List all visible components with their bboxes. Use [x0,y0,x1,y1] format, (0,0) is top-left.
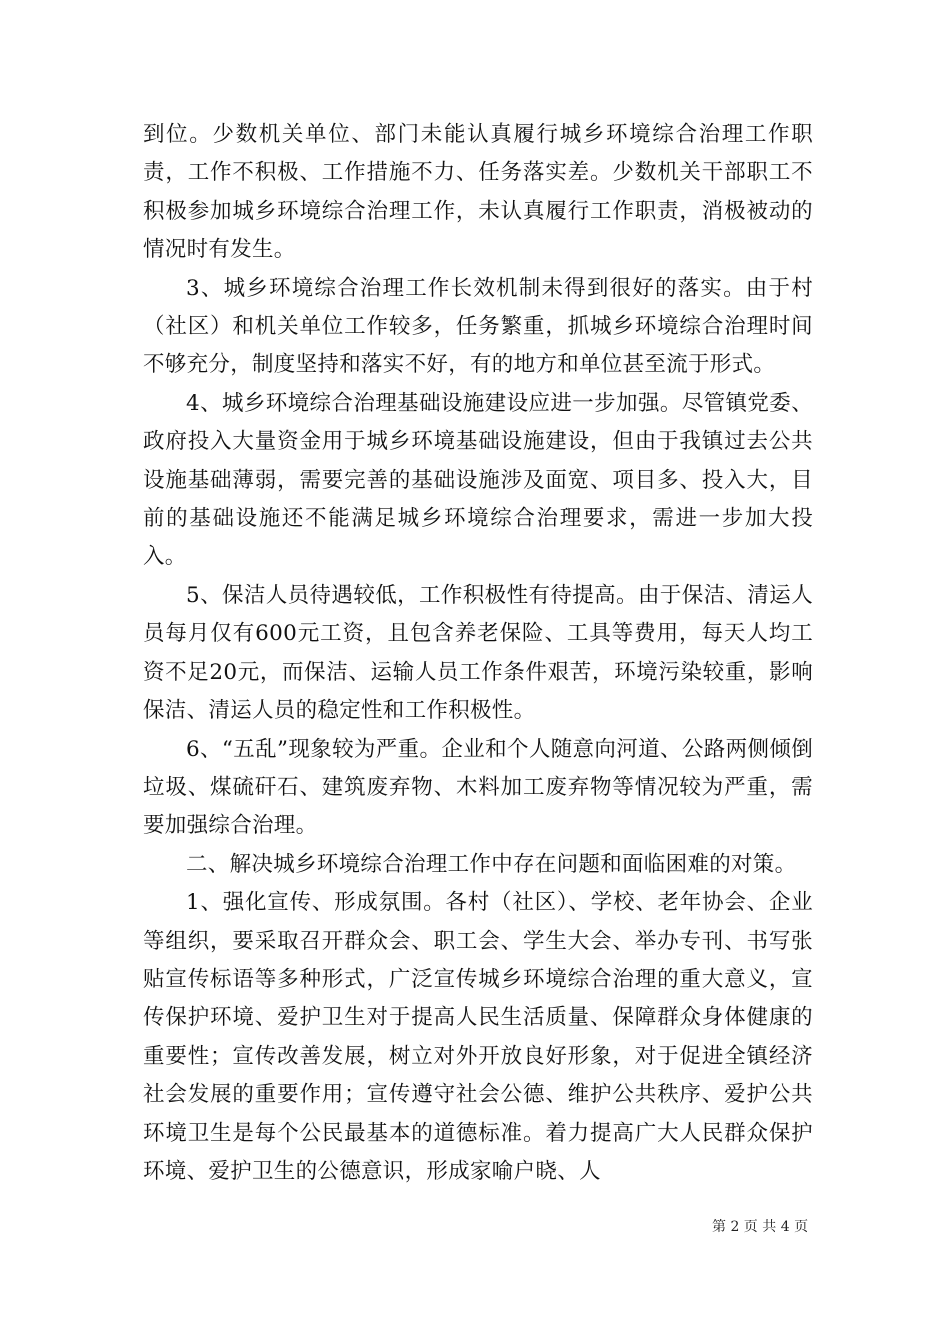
paragraph-countermeasure-1: 1、强化宣传、形成氛围。各村（社区）、学校、老年协会、企业等组织，要采取召开群众会、职工会、学生大会、举办专刊、书写张贴宣传标语等多种形式，广泛宣传城乡环境综合治理的重大意义，宣传保护环境、爱护卫生对于提高人民生活质量、保障群众身体健康的重要性；宣传改善发展，树立对外开放良好形象，对于促进全镇经济社会发展的重要作用；宣传遵守社会公德、维护公共秩序、爱护公共环境卫生是每个公民最基本的道德标准。着力提高广大人民群众保护环境、爱护卫生的公德意识，形成家喻户晓、人 [143,890,813,1184]
document-body [143,116,813,1191]
section-heading-2: 二、解决城乡环境综合治理工作中存在问题和面临困难的对策。 [186,851,797,877]
paragraph-item-6: 6、“五乱”现象较为严重。企业和个人随意向河道、公路两侧倾倒垃圾、煤硫矸石、建筑废弃物、木料加工废弃物等情况较为严重，需要加强综合治理。 [143,736,813,839]
paragraph-item-4: 4、城乡环境综合治理基础设施建设应进一步加强。尽管镇党委、政府投入大量资金用于城乡环境基础设施建设，但由于我镇过去公共设施基础薄弱，需要完善的基础设施涉及面宽、项目多、投入大，目前的基础设施还不能满足城乡环境综合治理要求，需进一步加大投入。 [143,390,813,570]
paragraph-item-3: 3、城乡环境综合治理工作长效机制未得到很好的落实。由于村（社区）和机关单位工作较多，任务繁重，抓城乡环境综合治理时间不够充分，制度坚持和落实不好，有的地方和单位甚至流于形式。 [143,275,813,378]
paragraph-item-5: 5、保洁人员待遇较低，工作积极性有待提高。由于保洁、清运人员每月仅有600元工资，且包含养老保险、工具等费用，每天人均工资不足20元，而保洁、运输人员工作条件艰苦，环境污染较重，影响保洁、清运人员的稳定性和工作积极性。 [143,582,813,724]
page-number-footer: 第 2 页 共 4 页 [712,1219,809,1235]
paragraph-continuation: 到位。少数机关单位、部门未能认真履行城乡环境综合治理工作职责，工作不积极、工作措施不力、任务落实差。少数机关干部职工不积极参加城乡环境综合治理工作，未认真履行工作职责，消极被动的情况时有发生。 [143,122,813,263]
